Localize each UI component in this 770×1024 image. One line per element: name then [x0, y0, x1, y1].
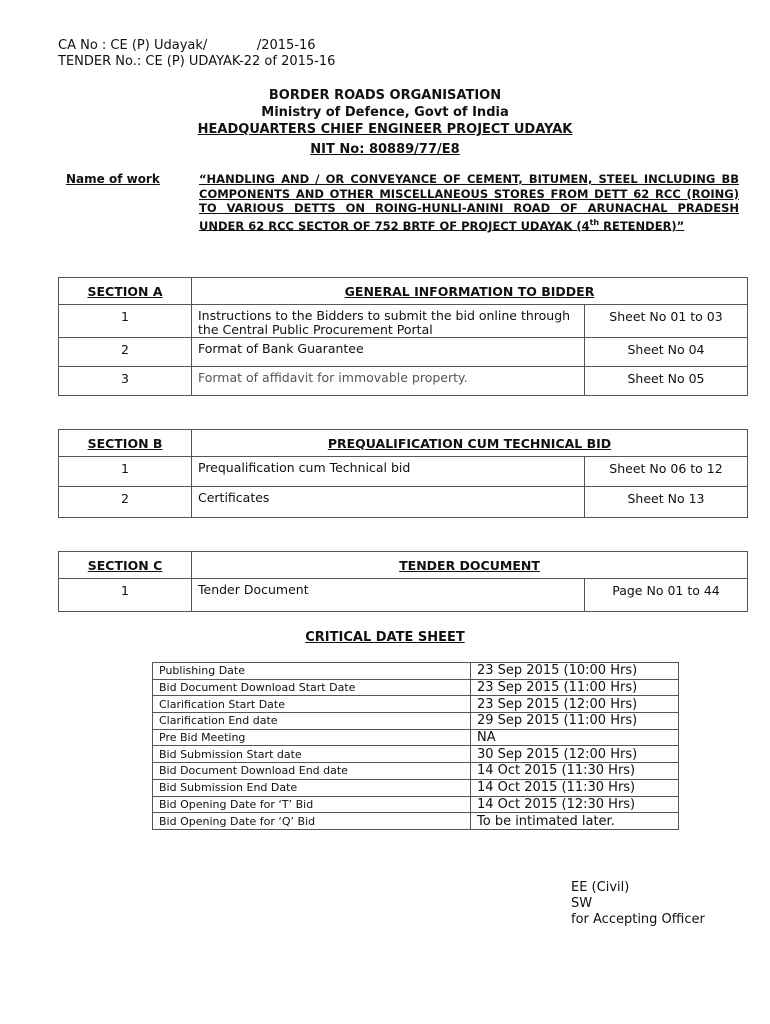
document-header [0, 87, 770, 158]
row-description: Tender Document [192, 579, 585, 612]
date-label: Clarification End date [153, 713, 471, 730]
signature-role: for Accepting Officer [571, 912, 705, 927]
tender-number: TENDER No.: CE (P) UDAYAK-22 of 2015-16 [58, 54, 336, 69]
section-a-label: SECTION A [59, 278, 192, 305]
date-label: Bid Document Download Start Date [153, 679, 471, 696]
date-value: 23 Sep 2015 (12:00 Hrs) [471, 696, 679, 713]
date-label: Bid Submission Start date [153, 746, 471, 763]
row-sheet: Page No 01 to 44 [585, 579, 748, 612]
ministry-name: Ministry of Defence, Govt of India [261, 105, 509, 120]
row-number: 2 [59, 487, 192, 518]
table-row [153, 679, 679, 696]
table-row [153, 696, 679, 713]
table-row [59, 338, 748, 367]
section-a-table [58, 277, 748, 396]
org-name: BORDER ROADS ORGANISATION [268, 88, 502, 103]
row-sheet: Sheet No 04 [585, 338, 748, 367]
date-value: 14 Oct 2015 (11:30 Hrs) [471, 779, 679, 796]
table-row [153, 796, 679, 813]
ca-number: CA No : CE (P) Udayak/ /2015-16 [58, 38, 316, 53]
row-sheet: Sheet No 05 [585, 367, 748, 396]
table-row [59, 487, 748, 518]
hq-name: HEADQUARTERS CHIEF ENGINEER PROJECT UDAYAK [197, 122, 573, 137]
row-sheet: Sheet No 13 [585, 487, 748, 518]
row-number: 3 [59, 367, 192, 396]
name-of-work-text [199, 172, 739, 233]
critical-date-table [152, 662, 679, 830]
row-number: 2 [59, 338, 192, 367]
date-label: Bid Opening Date for ‘Q’ Bid [153, 813, 471, 830]
row-number: 1 [59, 457, 192, 487]
row-number: 1 [59, 305, 192, 338]
date-value: 29 Sep 2015 (11:00 Hrs) [471, 713, 679, 730]
section-b-title: PREQUALIFICATION CUM TECHNICAL BID [192, 430, 748, 457]
row-description: Certificates [192, 487, 585, 518]
date-label: Publishing Date [153, 663, 471, 680]
row-sheet: Sheet No 06 to 12 [585, 457, 748, 487]
name-of-work-label: Name of work [66, 172, 160, 186]
signature-unit: SW [571, 896, 593, 911]
row-number: 1 [59, 579, 192, 612]
signature-block [571, 880, 705, 928]
date-label: Bid Document Download End date [153, 763, 471, 780]
date-value: 30 Sep 2015 (12:00 Hrs) [471, 746, 679, 763]
table-row [59, 305, 748, 338]
section-c-table [58, 551, 748, 612]
table-row [153, 746, 679, 763]
row-sheet: Sheet No 01 to 03 [585, 305, 748, 338]
section-b-table [58, 429, 748, 518]
date-value: 14 Oct 2015 (11:30 Hrs) [471, 763, 679, 780]
date-value: 14 Oct 2015 (12:30 Hrs) [471, 796, 679, 813]
date-value: 23 Sep 2015 (11:00 Hrs) [471, 679, 679, 696]
row-description: Format of affidavit for immovable property. [192, 367, 585, 396]
row-description: Format of Bank Guarantee [192, 338, 585, 367]
table-row [153, 779, 679, 796]
date-label: Bid Submission End Date [153, 779, 471, 796]
work-text-main: “HANDLING AND / OR CONVEYANCE OF CEMENT, BITUMEN, STEEL INCLUDING BB COMPONENTS AND OTHER MISCELLANEOUS STORES FROM DETT 62 RCC (ROING) TO VARIOUS DETTS ON ROING-HUNLI-ANINI ROAD OF ARUNACHAL PRADESH UNDER 62 RCC SECTOR OF 752 BRTF OF PROJECT UDAYAK (4 [199, 172, 739, 233]
row-description: Instructions to the Bidders to submit the bid online through the Central Public Procurement Portal [192, 305, 585, 338]
date-value: 23 Sep 2015 (10:00 Hrs) [471, 663, 679, 680]
section-b-label: SECTION B [59, 430, 192, 457]
work-text-end: RETENDER)” [599, 218, 685, 233]
date-label: Bid Opening Date for ‘T’ Bid [153, 796, 471, 813]
table-row [153, 663, 679, 680]
row-description: Prequalification cum Technical bid [192, 457, 585, 487]
nit-number: NIT No: 80889/77/E8 [310, 142, 460, 157]
reference-block [58, 38, 335, 70]
section-c-label: SECTION C [59, 552, 192, 579]
table-row [153, 729, 679, 746]
date-label: Clarification Start Date [153, 696, 471, 713]
table-row [59, 367, 748, 396]
section-c-title: TENDER DOCUMENT [192, 552, 748, 579]
date-value: To be intimated later. [471, 813, 679, 830]
table-row [153, 713, 679, 730]
date-value: NA [471, 729, 679, 746]
table-row [59, 457, 748, 487]
table-row [59, 579, 748, 612]
signature-designation: EE (Civil) [571, 880, 630, 895]
section-a-title: GENERAL INFORMATION TO BIDDER [192, 278, 748, 305]
date-label: Pre Bid Meeting [153, 729, 471, 746]
table-row [153, 763, 679, 780]
critical-date-sheet-title: CRITICAL DATE SHEET [305, 630, 465, 645]
work-text-sup: th [589, 217, 600, 227]
table-row [153, 813, 679, 830]
